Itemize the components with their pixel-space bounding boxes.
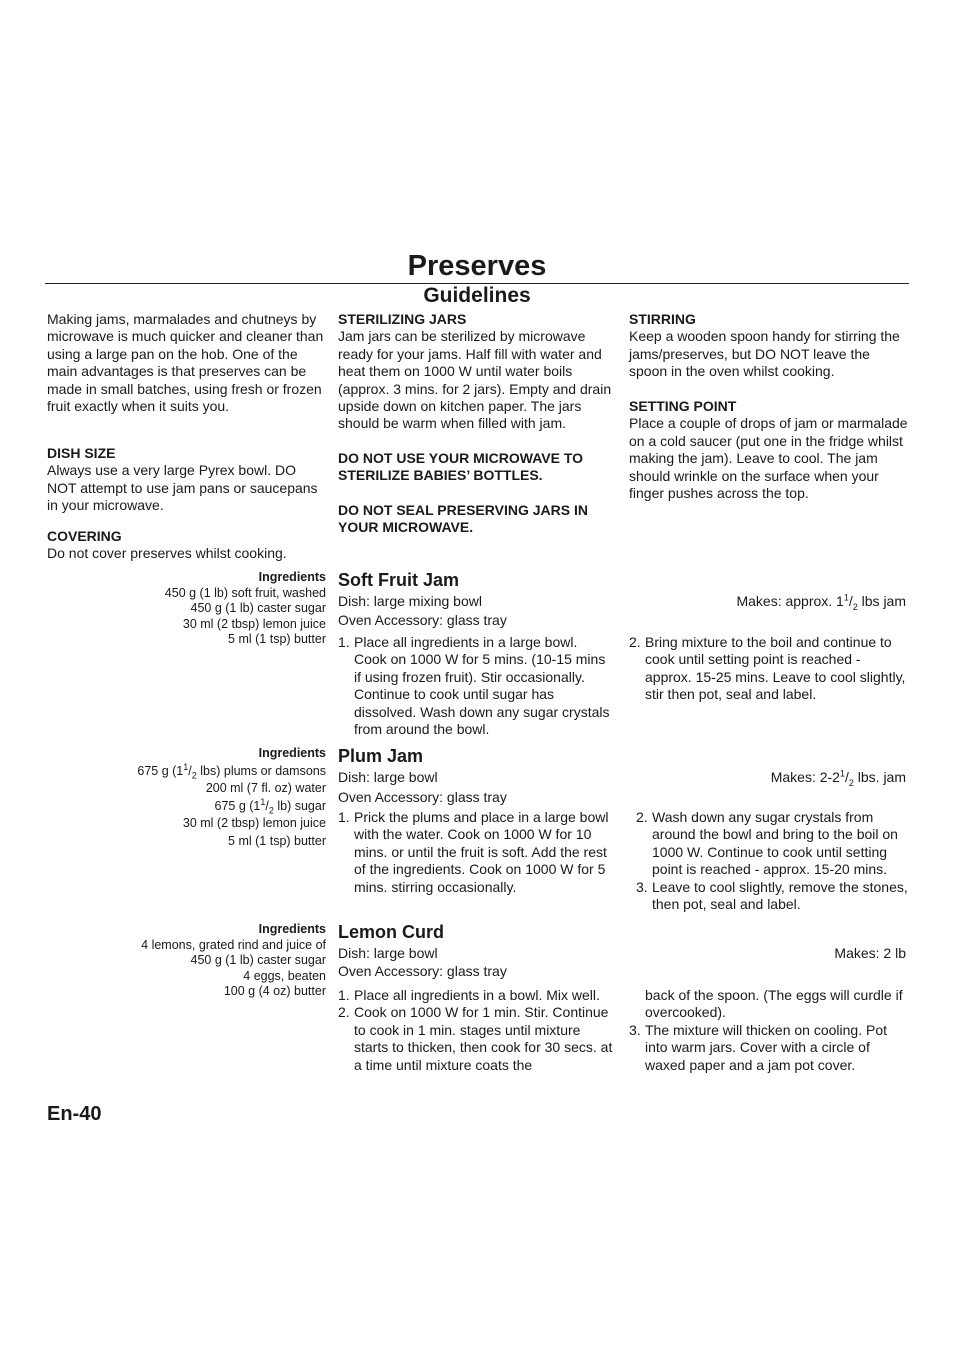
ingredient-line: 30 ml (2 tbsp) lemon juice [182, 616, 326, 631]
ingredient-line: 675 g ($1^1/_2$ lb) sugar [214, 796, 326, 816]
soft-fruit-jam-step-1 [338, 634, 610, 738]
step-number: 3. [629, 1021, 641, 1038]
stirring-text: Keep a wooden spoon handy for stirring the jams/preserves, but DO NOT leave the spoon in the oven whilst cooking. [629, 328, 900, 380]
makes-prefix: Makes: 2-2 [770, 769, 840, 785]
ingredient-text: lb) sugar [273, 798, 326, 813]
plum-jam-ingredients [106, 746, 326, 850]
ingredient-line: 5 ml (1 tsp) butter [228, 833, 326, 848]
fraction-numerator: 1 [260, 796, 266, 807]
ingredient-text: 675 g (1 [137, 763, 184, 778]
plum-jam-makes: Makes: $2-2^1/_2$ lbs. jam [770, 768, 906, 788]
step-text: Wash down any sugar crystals from around the bowl and bring to the boil on 1000 W. Continue to cook until setting point is reached - approx. 15-20 mins. [652, 809, 898, 878]
fraction-denominator: 2 [268, 805, 274, 816]
setting-point-section [629, 398, 909, 502]
lemon-curd-steps-left [338, 987, 618, 1074]
ingredient-text: 675 g (1 [214, 798, 261, 813]
sterilizing-section [338, 311, 618, 536]
sterilizing-heading: STERILIZING JARS [338, 311, 467, 327]
plum-jam-step-2 [636, 809, 920, 913]
ingredients-heading: Ingredients [258, 570, 326, 584]
dish-size-text: Always use a very large Pyrex bowl. DO NOT attempt to use jam pans or saucepans in your microwave. [47, 462, 318, 514]
soft-fruit-jam-makes: Makes: approx. $1^1/_2$ lbs jam [736, 592, 906, 612]
fraction-denominator: 2 [852, 601, 858, 612]
ingredient-line: 30 ml (2 tbsp) lemon juice [182, 816, 326, 831]
soft-fruit-jam-dish: Dish: large mixing bowl [338, 593, 482, 609]
covering-section [47, 528, 327, 563]
step-text: Place all ingredients in a large bowl. Cook on 1000 W for 5 mins. (10-15 mins if using frozen fruit). Stir occasionally. Continue to cook until sugar has dissolved. Wash down any sugar crystals from around the bowl. [354, 634, 610, 738]
lemon-curd-title: Lemon Curd [338, 922, 444, 942]
makes-prefix: Makes: approx. 1 [736, 593, 844, 609]
soft-fruit-jam-accessory: Oven Accessory: glass tray [338, 612, 507, 628]
ingredients-heading: Ingredients [258, 746, 326, 760]
makes-suffix: lbs. jam [853, 769, 906, 785]
fraction-denominator: 2 [848, 777, 854, 788]
step-number: 1. [338, 809, 350, 825]
lemon-curd-dish: Dish: large bowl [338, 945, 438, 961]
sterilizing-warning-jars: DO NOT SEAL PRESERVING JARS IN YOUR MICROWAVE. [338, 501, 588, 536]
step-text: Place all ingredients in a bowl. Mix well. [354, 987, 600, 1003]
ingredient-line: 4 eggs, beaten [243, 968, 326, 983]
step-number: 1. [338, 634, 350, 650]
covering-text: Do not cover preserves whilst cooking. [47, 545, 287, 562]
setting-point-heading: SETTING POINT [629, 398, 737, 414]
dish-size-heading: DISH SIZE [47, 445, 116, 461]
fraction-numerator: 1 [839, 768, 845, 779]
lemon-curd-makes: Makes: 2 lb [834, 945, 906, 961]
covering-heading: COVERING [47, 528, 122, 544]
soft-fruit-jam-step-2 [629, 634, 909, 704]
fraction-numerator: 1 [843, 592, 849, 603]
sterilizing-text: Jam jars can be sterilized by microwave ready for your jams. Half fill with water and heat them on 1000 W until water boils (approx. 3 mins. for 2 jars). Empty and drain upside down on kitchen paper. The jars should be warm when filled with jam. [338, 328, 612, 432]
plum-jam-step-1 [338, 809, 622, 896]
sterilizing-warning-bottles: DO NOT USE YOUR MICROWAVE TO STERILIZE BABIES’ BOTTLES. [338, 449, 584, 484]
plum-jam-title: Plum Jam [338, 746, 424, 766]
step-text: Prick the plums and place in a large bowl with the water. Cook on 1000 W for 10 mins. or until the fruit is soft. Add the rest of the ingredients. Cook on 1000 W for 5 mins. stirring occasionally. [354, 809, 609, 895]
stirring-section [629, 311, 909, 381]
setting-point-text: Place a couple of drops of jam or marmalade on a cold saucer (put one in the fridge whilst making the jam). Leave to cool. The jam should wrinkle on the surface when your finger pushes across the top. [629, 415, 908, 502]
step-number: 2. [338, 1004, 350, 1021]
page-subtitle: Guidelines [423, 284, 531, 307]
plum-jam-accessory: Oven Accessory: glass tray [338, 789, 507, 805]
fraction-numerator: 1 [183, 761, 189, 772]
ingredient-line: 675 g ($1^1/_2$ lbs) plums or damsons [137, 761, 326, 781]
soft-fruit-jam-title: Soft Fruit Jam [338, 570, 460, 590]
ingredient-text: lbs) plums or damsons [196, 763, 326, 778]
fraction-denominator: 2 [191, 770, 197, 781]
dish-size-section [47, 445, 327, 515]
lemon-curd-accessory: Oven Accessory: glass tray [338, 963, 507, 979]
ingredient-line: 450 g (1 lb) caster sugar [190, 601, 326, 616]
ingredient-line: 100 g (4 oz) butter [223, 984, 326, 999]
step-text: The mixture will thicken on cooling. Pot into warm jars. Cover with a circle of waxed paper and a jam pot cover. [645, 1021, 887, 1073]
step-number: 3. [636, 878, 648, 895]
intro-text: Making jams, marmalades and chutneys by microwave is much quicker and cleaner than using a large pan on the hob. One of the main advantages is that preserves can be made in small batches, using fresh or frozen fruit exactly when it suits you. [47, 311, 324, 415]
page-number: En-40 [47, 1103, 102, 1125]
makes-suffix: lbs jam [857, 593, 906, 609]
step-number: 2. [636, 809, 648, 825]
ingredient-line: 200 ml (7 fl. oz) water [205, 781, 326, 796]
ingredients-heading: Ingredients [258, 922, 326, 936]
ingredient-line: 450 g (1 lb) soft fruit, washed [164, 585, 326, 600]
soft-fruit-jam-ingredients [106, 570, 326, 648]
stirring-heading: STIRRING [629, 311, 696, 327]
step-text: Cook on 1000 W for 1 min. Stir. Continue to cook in 1 min. stages until mixture starts to thicken, then cook for 30 secs. at a time until mixture coats the [354, 1004, 613, 1073]
step-text: Bring mixture to the boil and continue to cook until setting point is reached - approx. 15-25 mins. Leave to cool slightly, stir then pot, seal and label. [645, 634, 906, 703]
step-number: 2. [629, 634, 641, 650]
step-number: 1. [338, 987, 350, 1003]
page-title: Preserves [407, 250, 547, 282]
ingredient-line: 4 lemons, grated rind and juice of [141, 937, 326, 952]
ingredient-line: 5 ml (1 tsp) butter [228, 632, 326, 647]
step-text: Leave to cool slightly, remove the stones, then pot, seal and label. [652, 878, 908, 913]
lemon-curd-ingredients [106, 922, 326, 1000]
step-continuation: back of the spoon. (The eggs will curdle if overcooked). [645, 987, 903, 1021]
lemon-curd-steps-right [629, 987, 909, 1074]
ingredient-line: 450 g (1 lb) caster sugar [190, 953, 326, 968]
plum-jam-dish: Dish: large bowl [338, 769, 438, 785]
